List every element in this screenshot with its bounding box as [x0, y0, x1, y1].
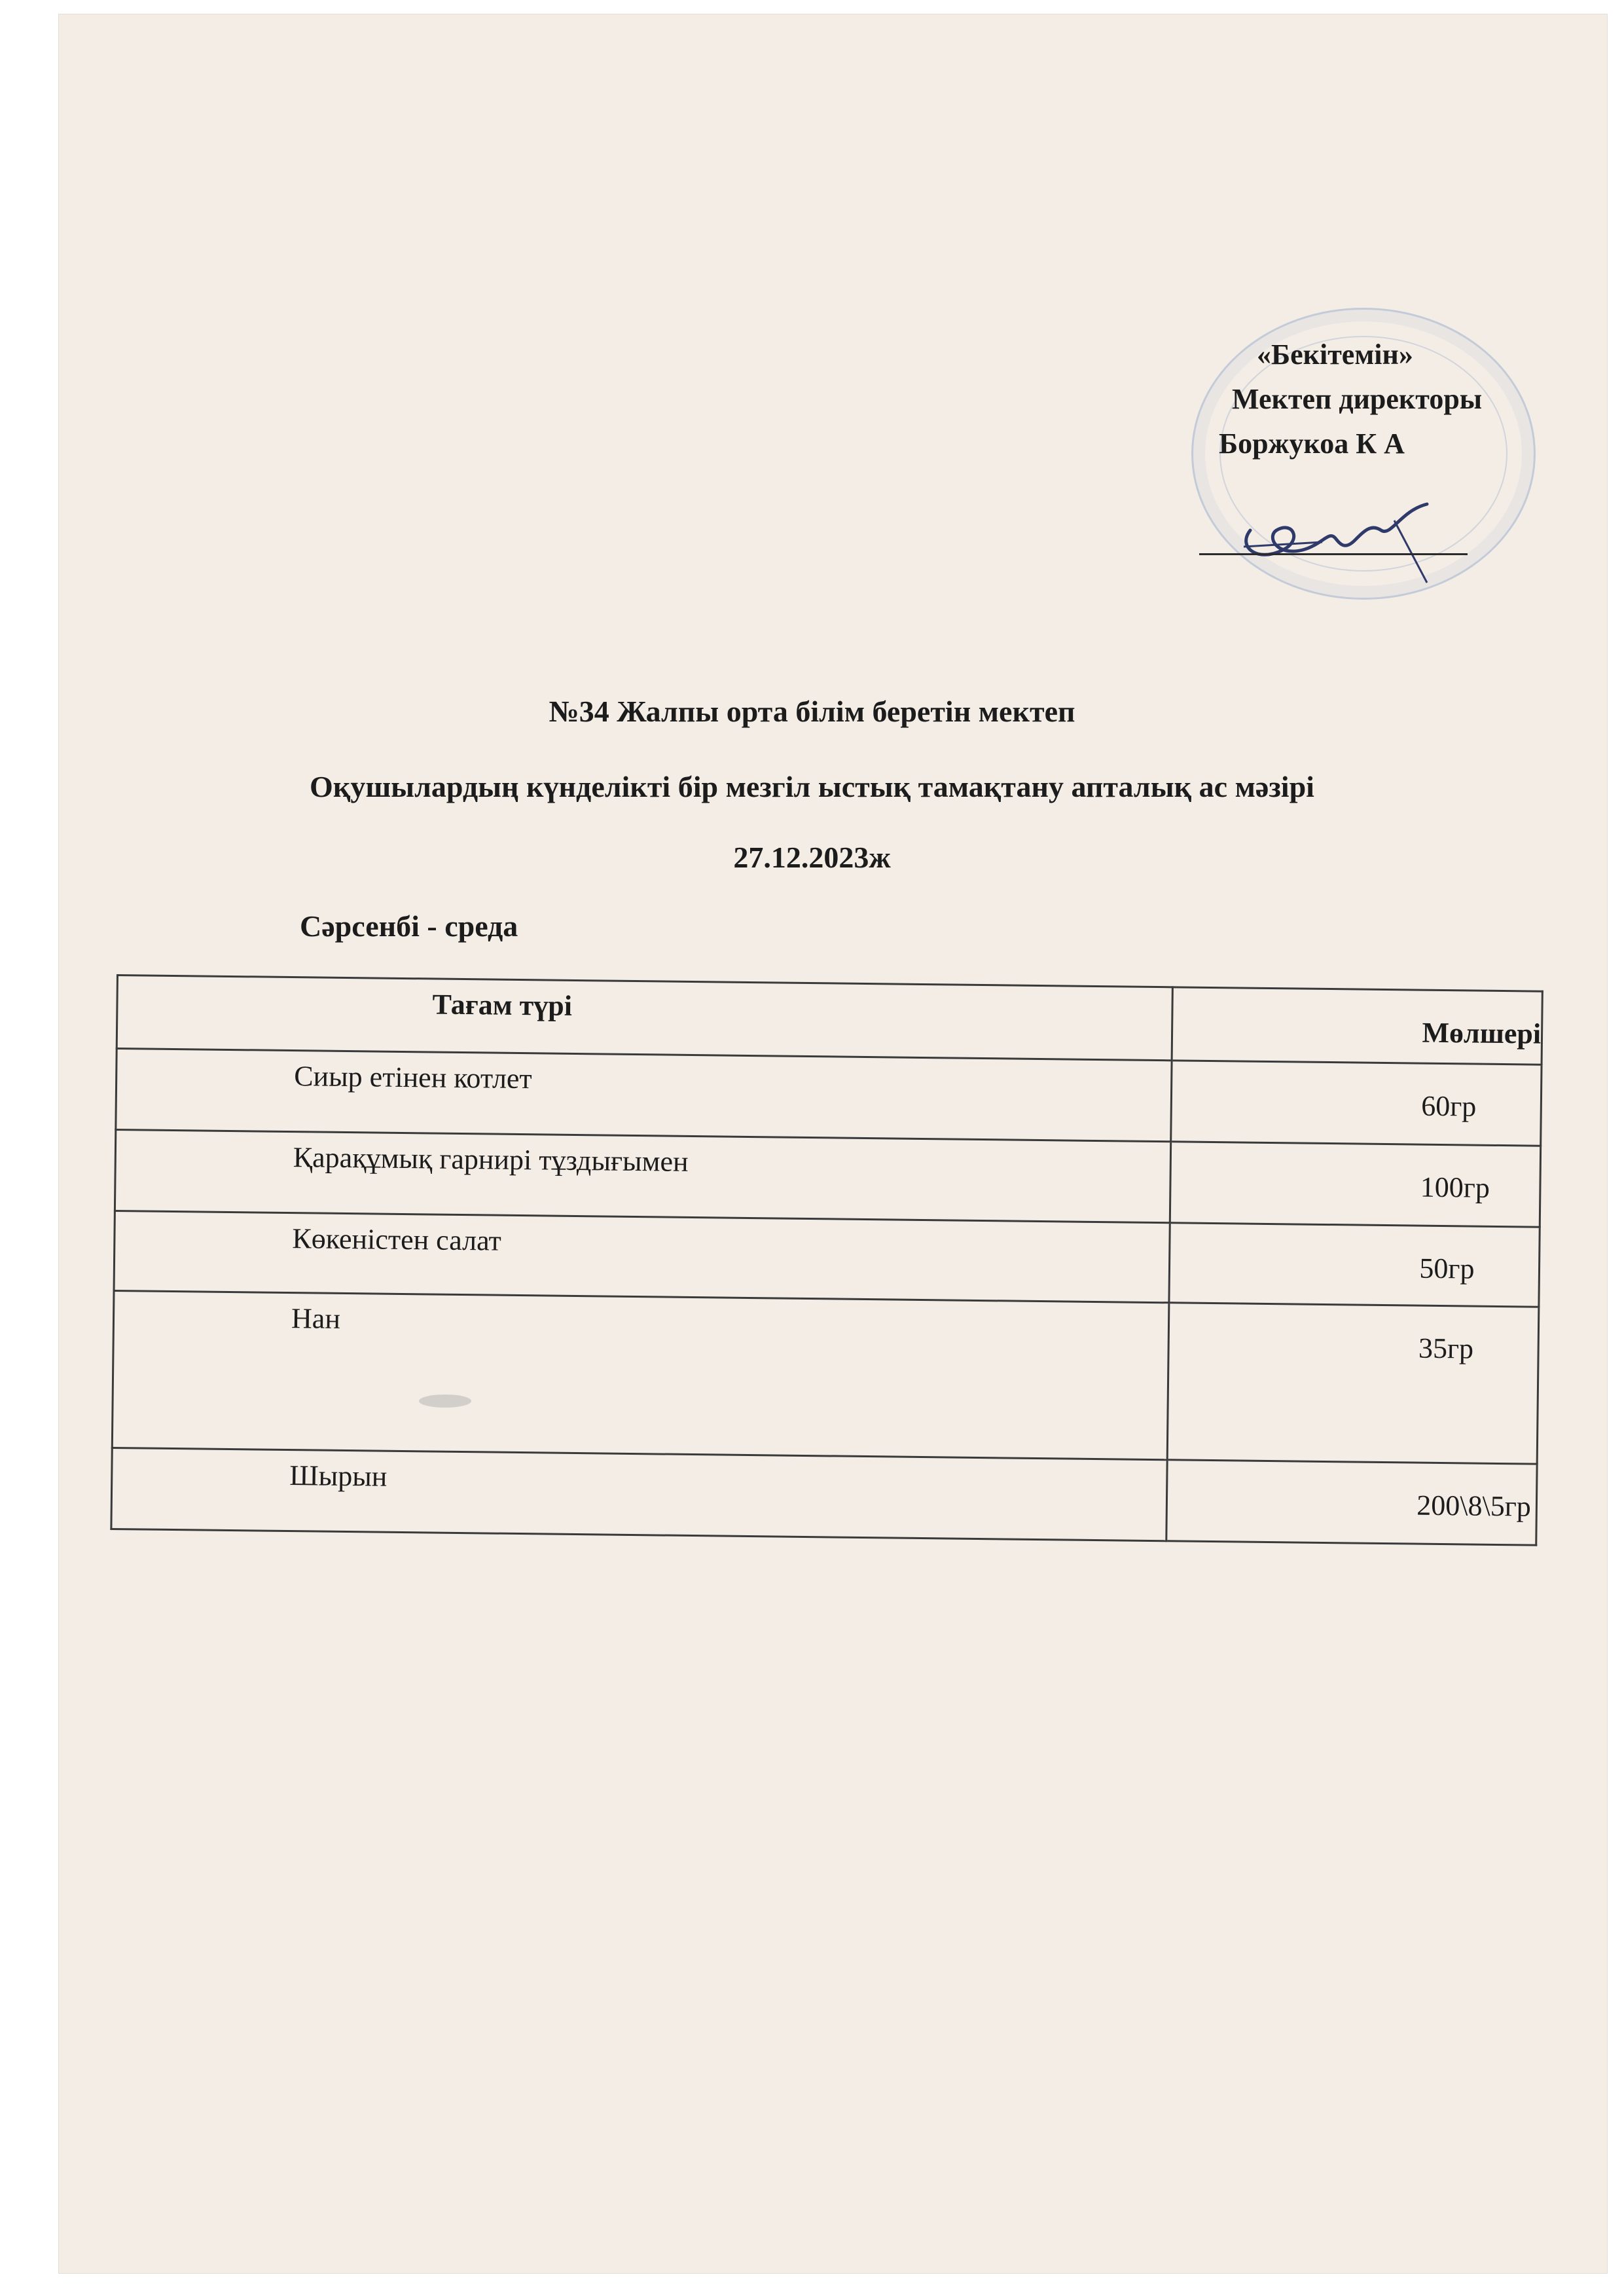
- director-signature: [1231, 484, 1447, 589]
- quantity-cell: 60гр: [1171, 1061, 1542, 1146]
- table-row: [114, 1211, 1540, 1307]
- quantity-cell: 35гр: [1168, 1303, 1539, 1464]
- food-cell: Көкеністен салат: [114, 1211, 1170, 1302]
- table-row: [112, 1290, 1539, 1464]
- table-row: [116, 1049, 1542, 1146]
- header-food-type: Тағам түрі: [117, 975, 1173, 1061]
- approval-name: Боржукоа К А: [1219, 428, 1405, 460]
- food-cell: Нан: [112, 1290, 1169, 1459]
- menu-table: [110, 974, 1543, 1546]
- menu-date: 27.12.2023ж: [733, 841, 891, 874]
- quantity-cell: 100гр: [1170, 1142, 1541, 1227]
- table-row: [115, 1130, 1540, 1228]
- table-row: [111, 1448, 1537, 1545]
- approval-position: Мектеп директоры: [1232, 383, 1483, 415]
- weekday-label: Сәрсенбі - среда: [300, 909, 518, 943]
- menu-title: Оқушылардың күнделікті бір мезгіл ыстық тамақтану апталық ас мәзірі: [310, 770, 1314, 803]
- header-quantity: Мөлшері: [1172, 987, 1543, 1065]
- food-cell: Қарақұмық гарнирі тұздығымен: [115, 1130, 1171, 1223]
- food-cell: Сиыр етінен котлет: [116, 1049, 1172, 1142]
- approval-heading: «Бекітемін»: [1257, 338, 1413, 371]
- quantity-cell: 200\8\5гр: [1166, 1460, 1537, 1545]
- signature-line: [1199, 553, 1468, 555]
- quantity-cell: 50гр: [1169, 1223, 1540, 1307]
- food-cell: Шырын: [111, 1448, 1168, 1540]
- paper-smudge: [419, 1394, 471, 1408]
- school-title: №34 Жалпы орта білім беретін мектеп: [549, 695, 1075, 728]
